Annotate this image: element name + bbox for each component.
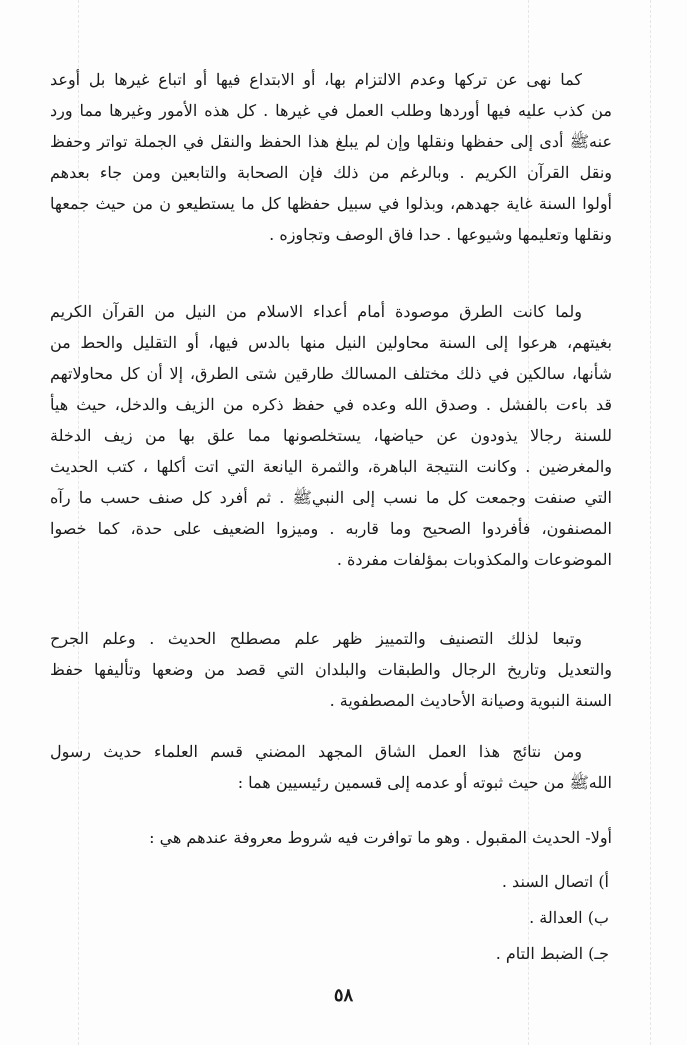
list-item: أ) اتصال السند . <box>501 872 609 891</box>
list-item: ب) العدالة . <box>529 908 609 927</box>
text-line: أولوا السنة غاية جهدهم، وبذلوا في سبيل حفظها كل ما يستطيعو ن من حيث جمعها <box>50 194 612 213</box>
text-line: اللهﷺ من حيث ثبوته أو عدمه إلى قسمين رئيسيين هما : <box>237 773 612 792</box>
text-line: عنهﷺ أدى إلى حفظها ونقلها وإن لم يبلغ هذا الحفظ والنقل في الجملة تواتر وحفظ <box>50 132 612 151</box>
paragraph-1 <box>50 64 612 250</box>
text-line: أولا- الحديث المقبول . وهو ما توافرت فيه شروط معروفة عندهم هي : <box>149 828 612 847</box>
paragraph-3 <box>50 623 612 716</box>
text-line: الموضوعات والمكذوبات بمؤلفات مفردة . <box>336 550 612 569</box>
text-line: المصنفون، فأفردوا الصحيح وما قاربه . وميزوا الضعيف على حدة، كما خصوا <box>50 519 612 538</box>
text-line: شأنها، سالكين في ذلك مختلف المسالك طارقين شتى الطرق، إلا أن كل محاولاتهم <box>50 364 612 383</box>
text-line: والتعديل وتاريخ الرجال والطبقات والبلدان التي قصد من وضعها وتأليفها حفظ <box>50 660 612 679</box>
text-line: وتبعا لذلك التصنيف والتمييز ظهر علم مصطلح الحديث . وعلم الجرح <box>50 629 582 648</box>
paragraph-2 <box>50 296 612 575</box>
text-line: قد باءت بالفشل . وصدق الله وعده في حفظ ذكره من الزيف والدخل، حيث هيأ <box>50 395 612 414</box>
text-line: بغيتهم، هرعوا إلى السنة محاولين النيل منها بالدس فيها، أو التقليل والحط من <box>50 333 612 352</box>
list-item: جـ) الضبط التام . <box>495 944 609 963</box>
paragraph-5 <box>50 822 612 853</box>
text-line: ونقلها وتعليمها وشيوعها . حدا فاق الوصف وتجاوزه . <box>269 225 612 244</box>
paragraph-4 <box>50 736 612 798</box>
text-line: ونقل القرآن الكريم . وبالرغم من ذلك فإن الصحابة والتابعين ومن جاء بعدهم <box>50 163 612 182</box>
text-line: من كذب عليه فيها أوردها وطلب العمل في غيرها . كل هذه الأمور وغيرها مما ورد <box>50 101 612 120</box>
text-line: كما نهى عن تركها وعدم الالتزام بها، أو الابتداع فيها أو اتباع غيرها بل أوعد <box>50 70 582 89</box>
text-line: السنة النبوية وصيانة الأحاديث المصطفوية . <box>329 691 612 710</box>
text-line: ومن نتائج هذا العمل الشاق المجهد المضني قسم العلماء حديث رسول <box>50 742 583 761</box>
scan-guide-line <box>650 0 651 1045</box>
text-line: للسنة رجالا يذودون عن حياضها، يستخلصونها مما علق بها من زيف الدخلة <box>50 426 612 445</box>
text-line: ولما كانت الطرق موصودة أمام أعداء الاسلام من النيل من القرآن الكريم <box>50 302 582 321</box>
text-line: والمغرضين . وكانت النتيجة الباهرة، والثمرة اليانعة التي اتت أكلها ، كتب الحديث <box>50 457 612 476</box>
page-number: ٥٨ <box>333 985 354 1006</box>
text-line: التي صنفت وجمعت كل ما نسب إلى النبيﷺ . ثم أفرد كل صنف حسب ما رآه <box>50 488 612 507</box>
